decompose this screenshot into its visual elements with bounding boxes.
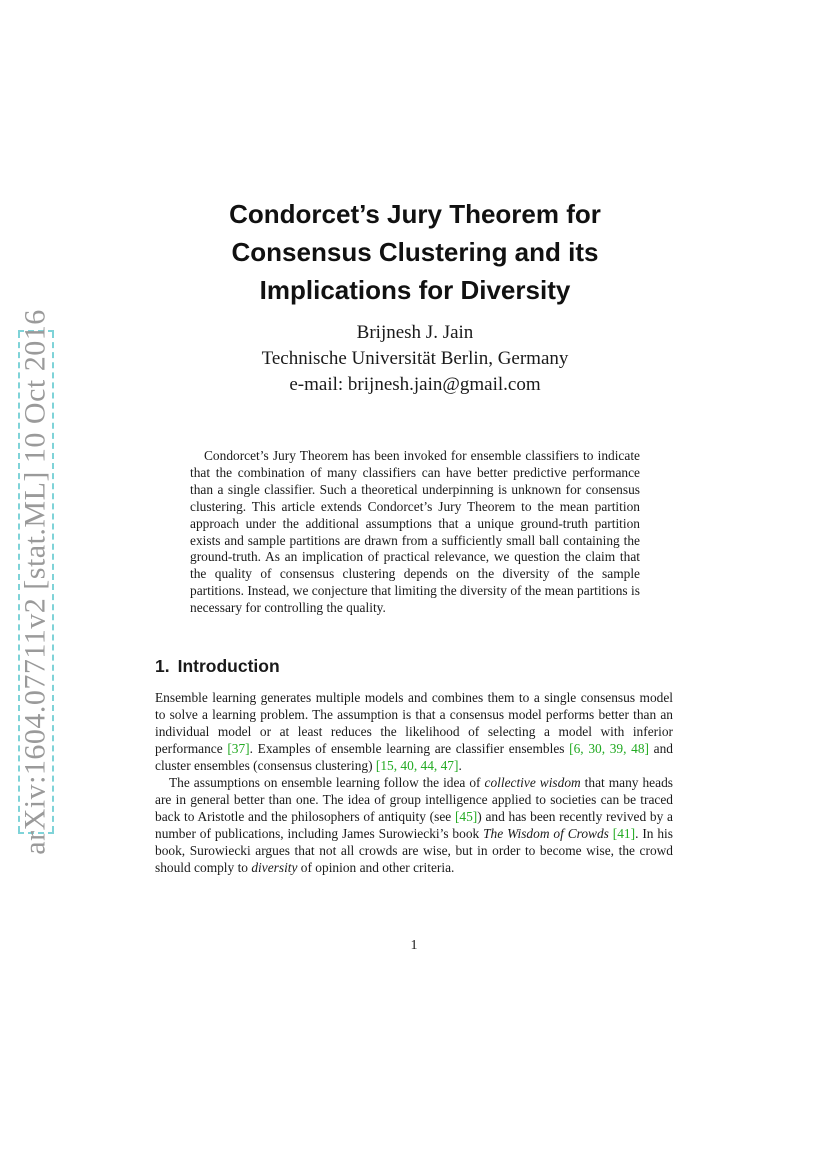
text-run: that many heads are in general better than one. The idea of group intelligence applied to societies can be traced back to Aristotle and the philosophers of antiquity (see [155, 775, 673, 824]
author-affiliation: Technische Universität Berlin, Germany [261, 348, 569, 369]
title-line: Condorcet’s Jury Theorem for [229, 199, 601, 229]
citation-link[interactable]: [41] [612, 825, 636, 841]
intro-paragraph-1 [155, 690, 673, 775]
section-title: Introduction [177, 656, 280, 676]
author-block [160, 320, 670, 398]
text-run: . Examples of ensemble learning are classifier ensembles [249, 740, 570, 756]
author-name: Brijnesh J. Jain [356, 322, 474, 343]
citation-link[interactable]: [6, 30, 39, 48] [569, 740, 649, 756]
text-run: and cluster ensembles (consensus clustering) [155, 740, 673, 773]
section-number: 1. [155, 656, 170, 676]
title-line: Implications for Diversity [259, 275, 571, 305]
text-run: of opinion and other criteria. [297, 859, 455, 875]
citation-link[interactable]: [45] [454, 808, 478, 824]
section-heading [155, 656, 288, 677]
arxiv-side-stamp[interactable] [18, 309, 54, 855]
text-run: The assumptions on ensemble learning follow the idea of [169, 775, 485, 790]
page-number: 1 [410, 938, 418, 953]
emphasis: collective wisdom [484, 775, 581, 790]
text-run: . In his book, Surowiecki argues that not all crowds are wise, but in order to become wise, the crowd should comply to [155, 825, 673, 875]
title-line: Consensus Clustering and its [231, 237, 599, 267]
intro-paragraph-2 [155, 775, 673, 876]
paper-title [160, 195, 670, 309]
text-run: ) and has been recently revived by a number of publications, including James Surowiecki’s book [155, 808, 673, 841]
text-run: . [458, 757, 462, 773]
citation-link[interactable]: [15, 40, 44, 47] [375, 757, 459, 773]
citation-link[interactable]: [37] [227, 740, 250, 756]
abstract: Condorcet’s Jury Theorem has been invoked for ensemble classifiers to indicate that the combination of many classifiers can have better predictive performance than a single classifier. Such a theoretical underpinning is unknown for consensus clustering. This article extends Condorcet’s Jury Theorem to the mean partition approach under the additional assumptions that a unique ground-truth partition exists and sample partitions are drawn from a sufficiently small ball containing the ground-truth. As an implication of practical relevance, we question the claim that the quality of consensus clustering depends on the diversity of the sample partitions. Instead, we conjecture that limiting the diversity of the mean partitions is necessary for controlling the quality. [190, 448, 640, 616]
text-run: Ensemble learning generates multiple models and combines them to a single consensus model to solve a learning problem. The assumption is that a consensus model performs better than an individual model or at least reduces the likelihood of selecting a model with inferior performance [155, 690, 673, 756]
arxiv-identifier: arXiv:1604.07711v2 [stat.ML] 10 Oct 2016 [19, 309, 53, 855]
author-email: e-mail: brijnesh.jain@gmail.com [289, 374, 541, 395]
book-title: The Wisdom of Crowds [483, 825, 609, 841]
emphasis: diversity [251, 859, 298, 875]
